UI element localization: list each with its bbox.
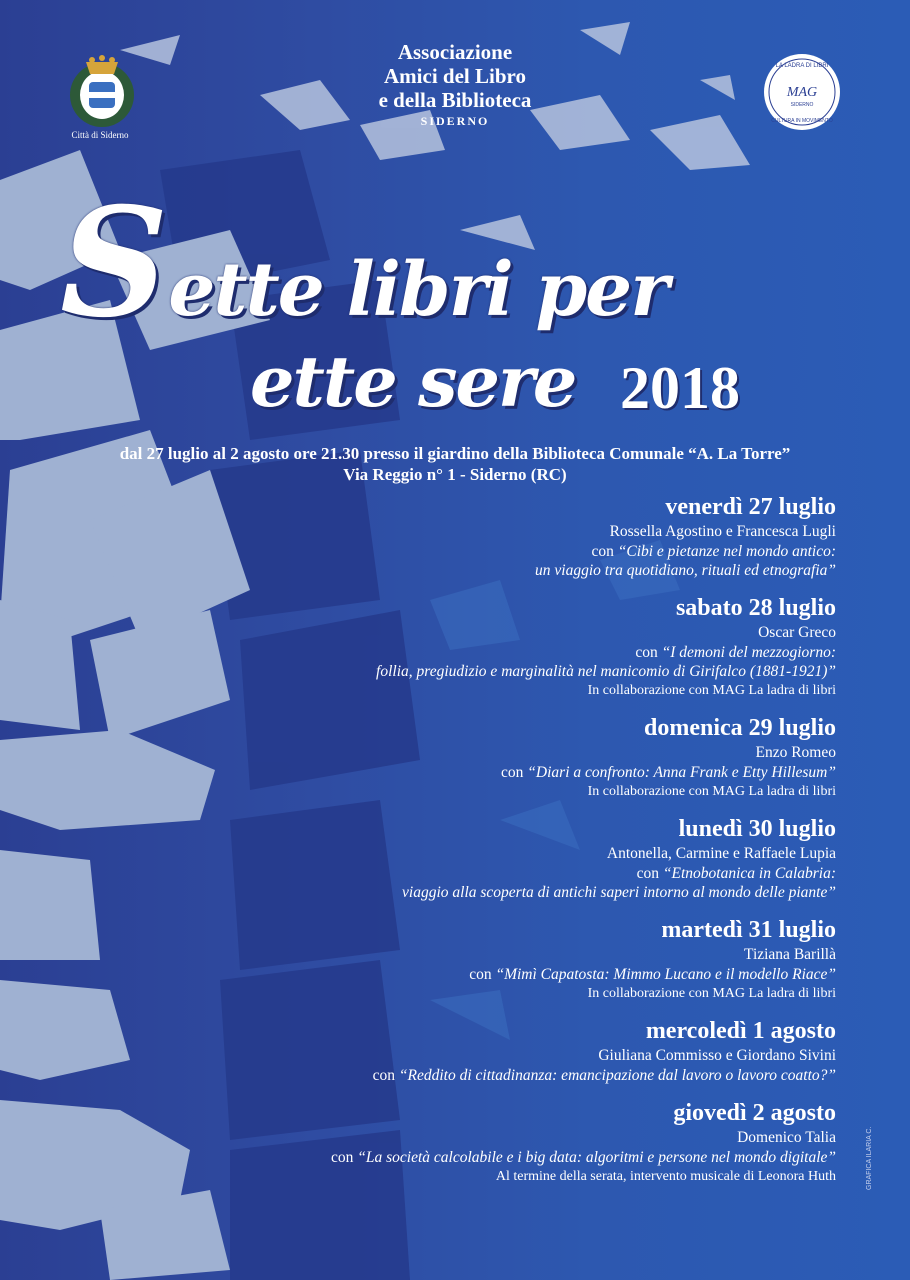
event-6 [136, 1016, 836, 1085]
event-1 [136, 492, 836, 580]
mag-top-text: LA LADRA DI LIBRI [775, 63, 829, 69]
assoc-city: SIDERNO [420, 114, 490, 128]
event-date: venerdì 27 luglio [665, 494, 836, 520]
event-speakers: Oscar Greco [758, 624, 836, 641]
event-topic-cont: un viaggio tra quotidiano, rituali ed etnografia” [535, 562, 836, 579]
assoc-line-2: Amici del Libro [384, 64, 526, 88]
event-date: martedì 31 luglio [661, 917, 836, 943]
event-topic: con “Diari a confronto: Anna Frank e Etty Hillesum” [501, 764, 836, 781]
mag-center-text: MAG [786, 85, 818, 100]
event-speakers: Domenico Talia [737, 1129, 836, 1146]
event-2 [136, 593, 836, 700]
association-name [330, 40, 580, 130]
event-7 [136, 1098, 836, 1186]
assoc-line-1: Associazione [397, 40, 513, 64]
title-line-2: ette sere [250, 340, 576, 423]
event-note: In collaborazione con MAG La ladra di libri [587, 784, 836, 799]
event-note: Al termine della serata, intervento musicale di Leonora Huth [495, 1169, 836, 1184]
city-crest-icon [62, 40, 142, 130]
event-topic: con “La società calcolabile e i big data: algoritmi e persone nel mondo digitale” [331, 1149, 836, 1166]
event-topic: con “Mimì Capatosta: Mimmo Lucano e il modello Riace” [469, 966, 836, 983]
event-info [40, 443, 870, 485]
event-topic: con “I demoni del mezzogiorno: [635, 644, 836, 661]
event-4 [136, 814, 836, 902]
event-date: mercoledì 1 agosto [645, 1018, 836, 1044]
event-note: In collaborazione con MAG La ladra di libri [587, 683, 836, 698]
assoc-line-3: e della Biblioteca [378, 88, 532, 112]
event-speakers: Tiziana Barillà [744, 946, 836, 963]
graphic-credit: GRAFICA ILARIA C. [866, 1126, 873, 1190]
event-5 [136, 915, 836, 1003]
mag-logo [762, 52, 842, 132]
event-topic-cont: viaggio alla scoperta di antichi saperi intorno al mondo delle piante” [402, 884, 836, 901]
event-date: sabato 28 luglio [675, 595, 836, 621]
info-line-2: Via Reggio n° 1 - Siderno (RC) [343, 465, 567, 484]
mag-sub-text: SIDERNO [790, 102, 814, 108]
title-year: 2018 [620, 355, 740, 421]
event-date: domenica 29 luglio [643, 715, 836, 741]
event-note: In collaborazione con MAG La ladra di libri [587, 986, 836, 1001]
event-speakers: Enzo Romeo [755, 744, 836, 761]
event-date: giovedì 2 agosto [673, 1100, 836, 1126]
title-line-1 [60, 175, 667, 351]
title-line-1-text: ette libri per [168, 247, 668, 333]
event-speakers: Antonella, Carmine e Raffaele Lupia [606, 845, 836, 862]
mag-bottom-text: CULTURA IN MOVIMENTO [771, 118, 833, 124]
event-topic-cont: follia, pregiudizio e marginalità nel manicomio di Girifalco (1881-1921)” [376, 663, 836, 680]
events-list [136, 492, 836, 1199]
event-topic: con “Etnobotanica in Calabria: [636, 865, 836, 882]
event-topic: con “Cibi e pietanze nel mondo antico: [591, 543, 836, 560]
event-3 [136, 713, 836, 801]
city-label: Città di Siderno [71, 130, 129, 140]
title-initial: S [60, 175, 169, 351]
event-speakers: Giuliana Commisso e Giordano Sivini [598, 1047, 836, 1064]
info-line-1: dal 27 luglio al 2 agosto ore 21.30 presso il giardino della Biblioteca Comunale “A. La Torre” [119, 444, 791, 463]
event-topic: con “Reddito di cittadinanza: emancipazione dal lavoro o lavoro coatto?” [372, 1067, 836, 1084]
event-speakers: Rossella Agostino e Francesca Lugli [609, 523, 836, 540]
event-date: lunedì 30 luglio [678, 816, 836, 842]
